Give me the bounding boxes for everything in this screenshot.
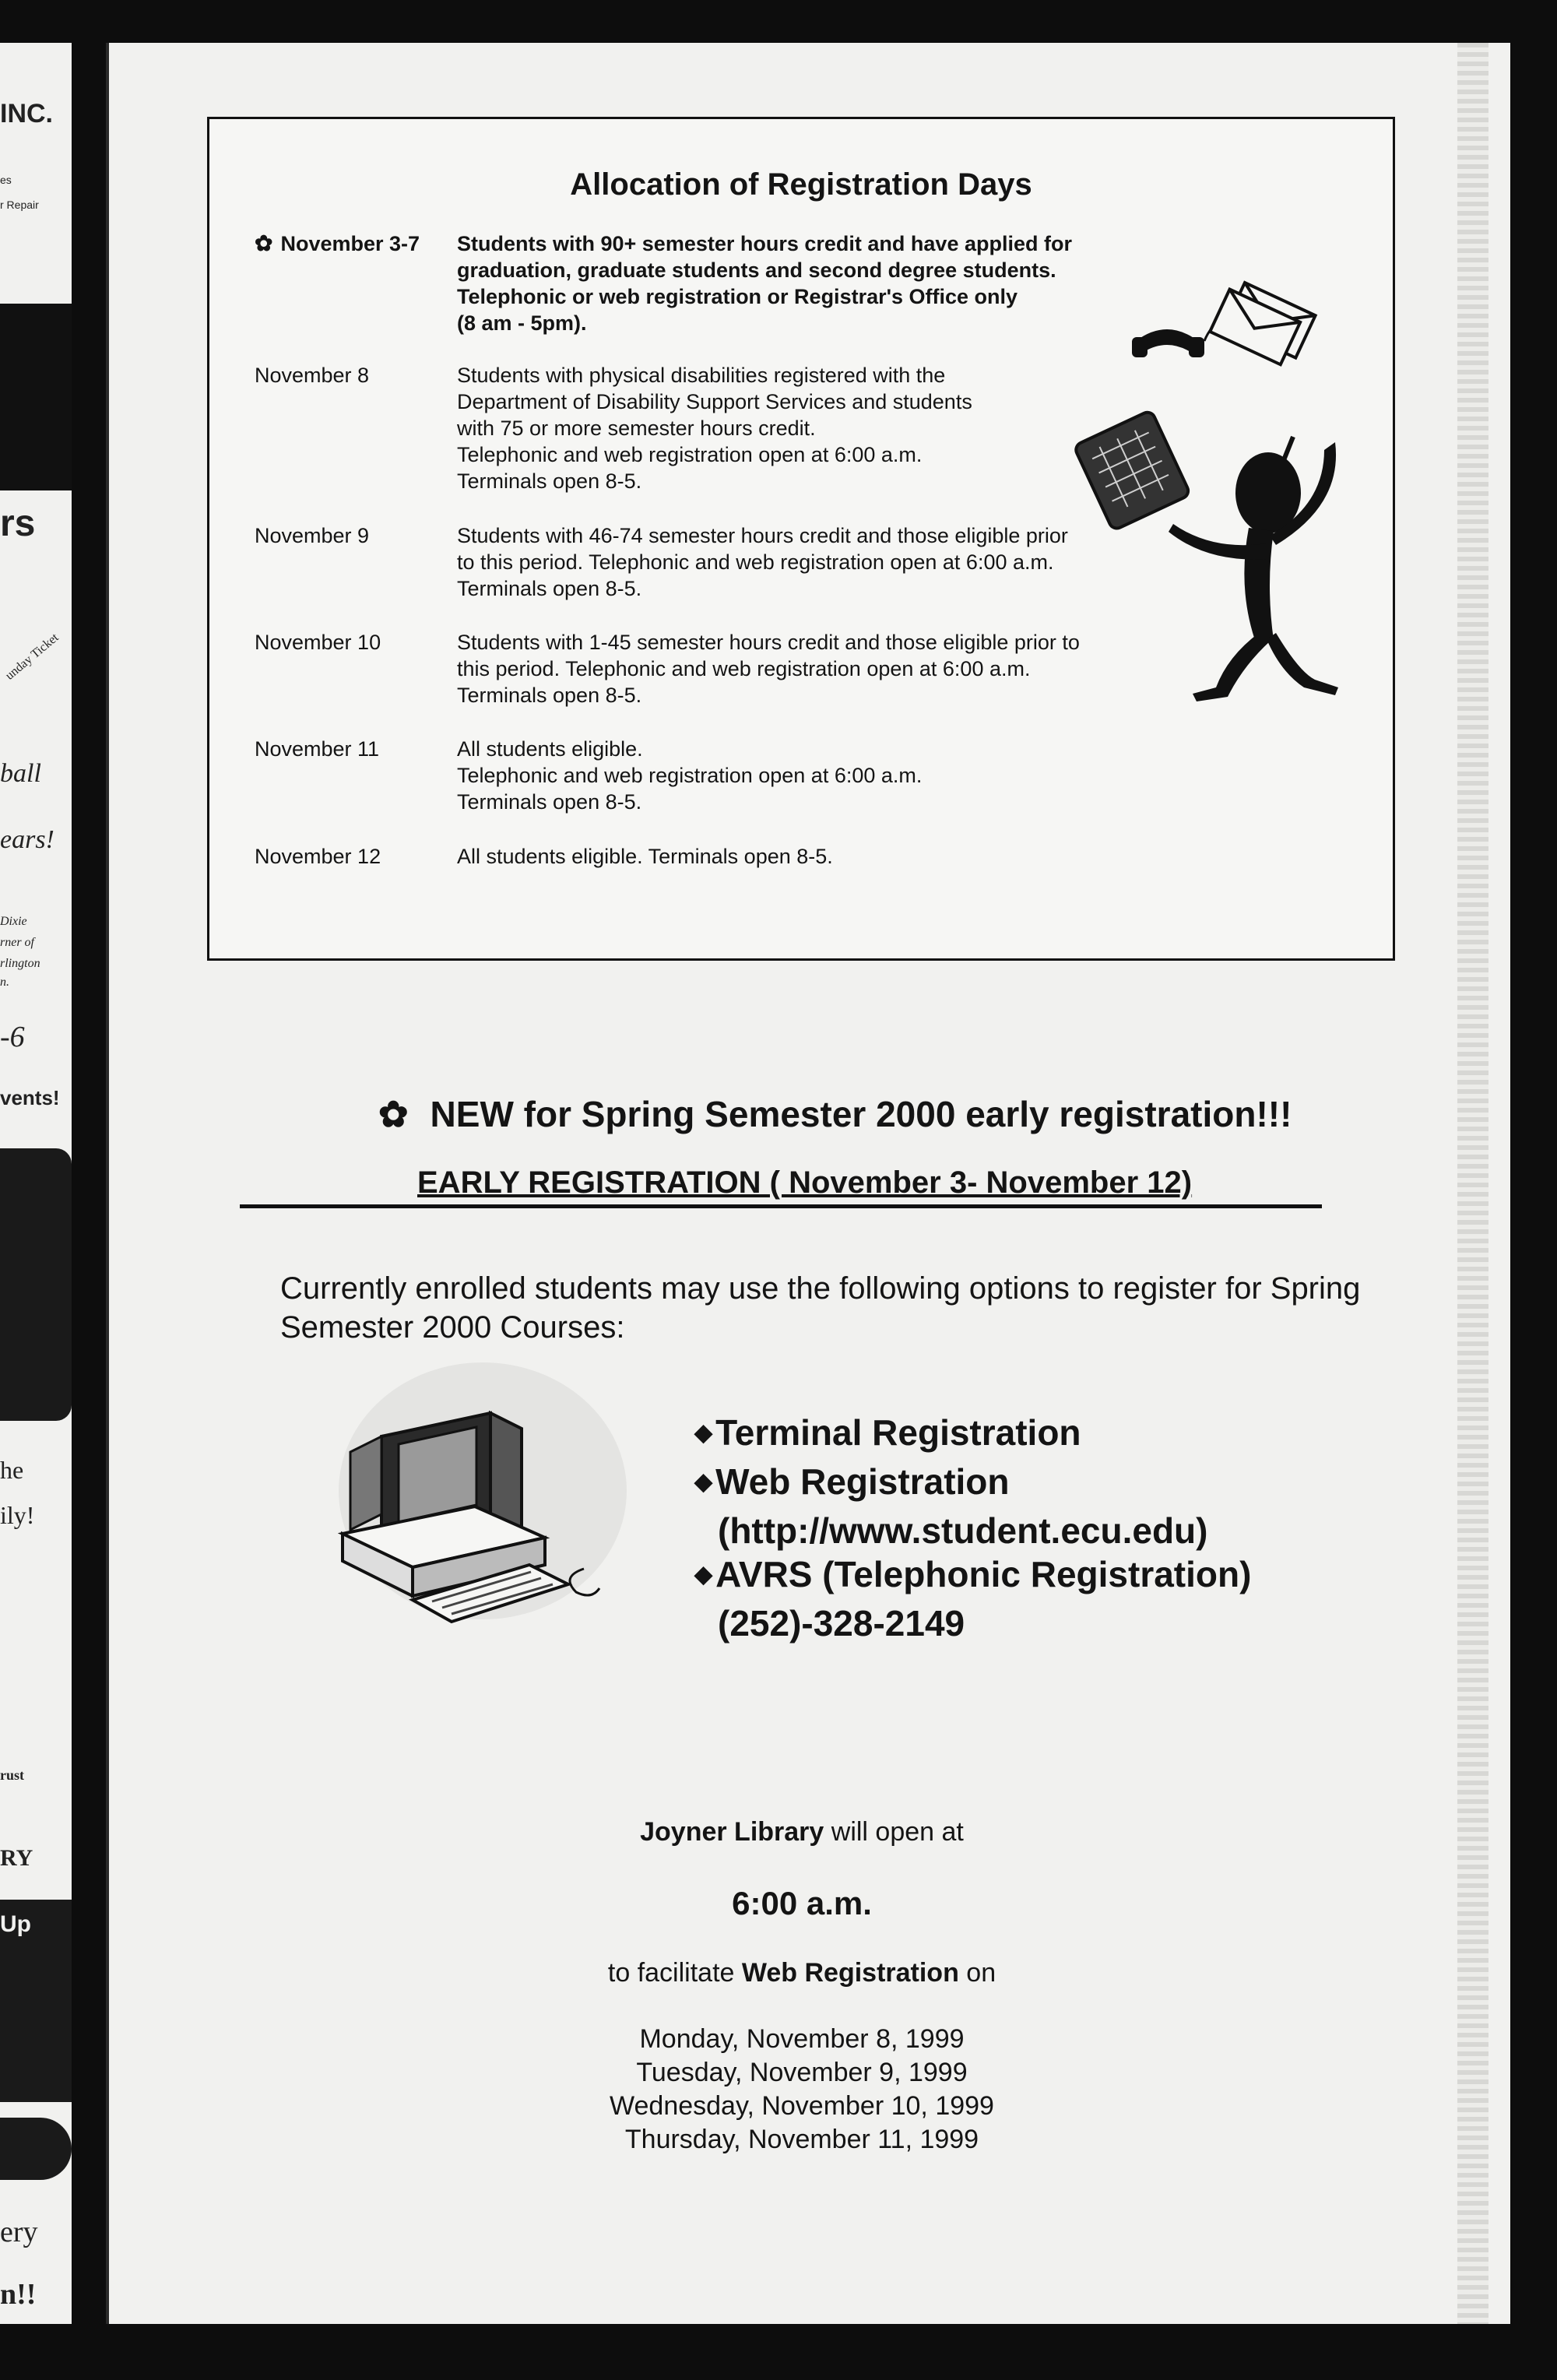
schedule-description: Students with 46-74 semester hours credit and those eligible prior to this period. Telephonic and web registration open at 6:00 a.m. Terminals open 8-5. (457, 524, 1068, 600)
schedule-date: November 8 (255, 364, 370, 387)
adjacent-page-strip (0, 43, 72, 2324)
avrs-phone-number: (252)-328-2149 (718, 1603, 965, 1644)
schedule-description: Students with 90+ semester hours credit and have applied for graduation, graduate students and second degree students. Telephonic or web registration or Registrar's Office only (8 am - 5pm). (457, 232, 1072, 335)
library-days-list (467, 2023, 1137, 2157)
flower-icon: ✿ (378, 1094, 409, 1134)
schedule-description: Students with physical disabilities registered with the Department of Disability Support Services and students with 75 or more semester hours credit. Telephonic and web registration open at 6:00 a.m. Terminals open 8-5. (457, 364, 972, 493)
strip-fragment: ily! (0, 1501, 35, 1529)
strip-graphic (0, 304, 72, 490)
intro-text: Currently enrolled students may use the following options to register for Spring Semester 2000 Courses: (280, 1271, 1361, 1345)
new-announcement-heading: ✿ NEW for Spring Semester 2000 early registration!!! (378, 1094, 1292, 1134)
strip-fragment: ery (0, 2216, 38, 2248)
strip-fragment: ears! (0, 825, 54, 854)
box-title: Allocation of Registration Days (570, 167, 1032, 202)
strip-fragment: es (0, 174, 12, 186)
computer-clipart (327, 1359, 638, 1631)
strip-fragment: INC. (0, 99, 53, 128)
schedule-description: All students eligible. Terminals open 8-5. (457, 845, 833, 868)
strip-fragment: RY (0, 1845, 33, 1871)
early-registration-heading: EARLY REGISTRATION ( November 3- November 12) (417, 1165, 1193, 1200)
strip-fragment: n. (0, 976, 9, 989)
library-day: Tuesday, November 9, 1999 (636, 2058, 968, 2087)
schedule-date: November 12 (255, 845, 381, 868)
strip-fragment: rs (0, 503, 36, 544)
strip-fragment: -6 (0, 1021, 25, 1053)
strip-fragment: rlington (0, 957, 40, 970)
library-notice-line: Joyner Library will open at (640, 1817, 964, 1847)
diamond-bullet-icon: ◆ (694, 1469, 713, 1495)
envelope-icon (1210, 278, 1315, 369)
strip-graphic (0, 1148, 72, 1421)
schedule-description: Students with 1-45 semester hours credit and those eligible prior to this period. Telephonic and web registration open at 6:00 a.m. Terminals open 8-5. (457, 631, 1080, 707)
strip-fragment: vents! (0, 1086, 60, 1109)
keyboard-icon (1074, 410, 1190, 531)
schedule-date: November 11 (255, 737, 380, 761)
library-notice-line: to facilitate Web Registration on (607, 1958, 996, 1988)
telephone-icon (1132, 324, 1220, 357)
registration-days-box (207, 117, 1395, 961)
strip-fragment: Up (0, 1911, 31, 1937)
flower-icon: ✿ (255, 231, 273, 255)
web-registration-url: (http://www.student.ecu.edu) (718, 1510, 1208, 1551)
library-day: Wednesday, November 10, 1999 (610, 2091, 994, 2121)
strip-fragment: r Repair (0, 199, 39, 211)
heading-rule (240, 1204, 1322, 1208)
schedule-date: November 9 (255, 524, 370, 547)
schedule-date: November 10 (255, 631, 381, 654)
strip-fragment: rust (0, 1767, 24, 1783)
option-avrs: ◆AVRS (Telephonic Registration) (694, 1554, 1252, 1594)
option-terminal: ◆Terminal Registration (694, 1412, 1081, 1453)
page-edge-texture (1457, 43, 1488, 2324)
strip-fragment: ball (0, 759, 41, 788)
strip-graphic (0, 2118, 72, 2180)
strip-fragment: n!! (0, 2278, 37, 2311)
strip-fragment: Dixie (0, 915, 27, 928)
strip-fragment: unday Ticket (2, 631, 62, 683)
figure-body (1169, 437, 1338, 701)
strip-fragment: rner of (0, 936, 34, 949)
option-web: ◆Web Registration (694, 1461, 1010, 1502)
schedule-date: ✿ November 3-7 (255, 231, 420, 255)
registration-options-list (694, 1411, 1251, 1645)
library-day: Thursday, November 11, 1999 (624, 2125, 979, 2154)
schedule-description: All students eligible. Telephonic and web registration open at 6:00 a.m. Terminals open 8-5. (457, 737, 923, 814)
library-open-time: 6:00 a.m. (732, 1885, 872, 1921)
library-day: Monday, November 8, 1999 (639, 2024, 965, 2054)
juggling-figure-clipart (1066, 267, 1393, 703)
strip-fragment: he (0, 1456, 24, 1484)
diamond-bullet-icon: ◆ (694, 1562, 713, 1587)
diamond-bullet-icon: ◆ (694, 1420, 713, 1446)
